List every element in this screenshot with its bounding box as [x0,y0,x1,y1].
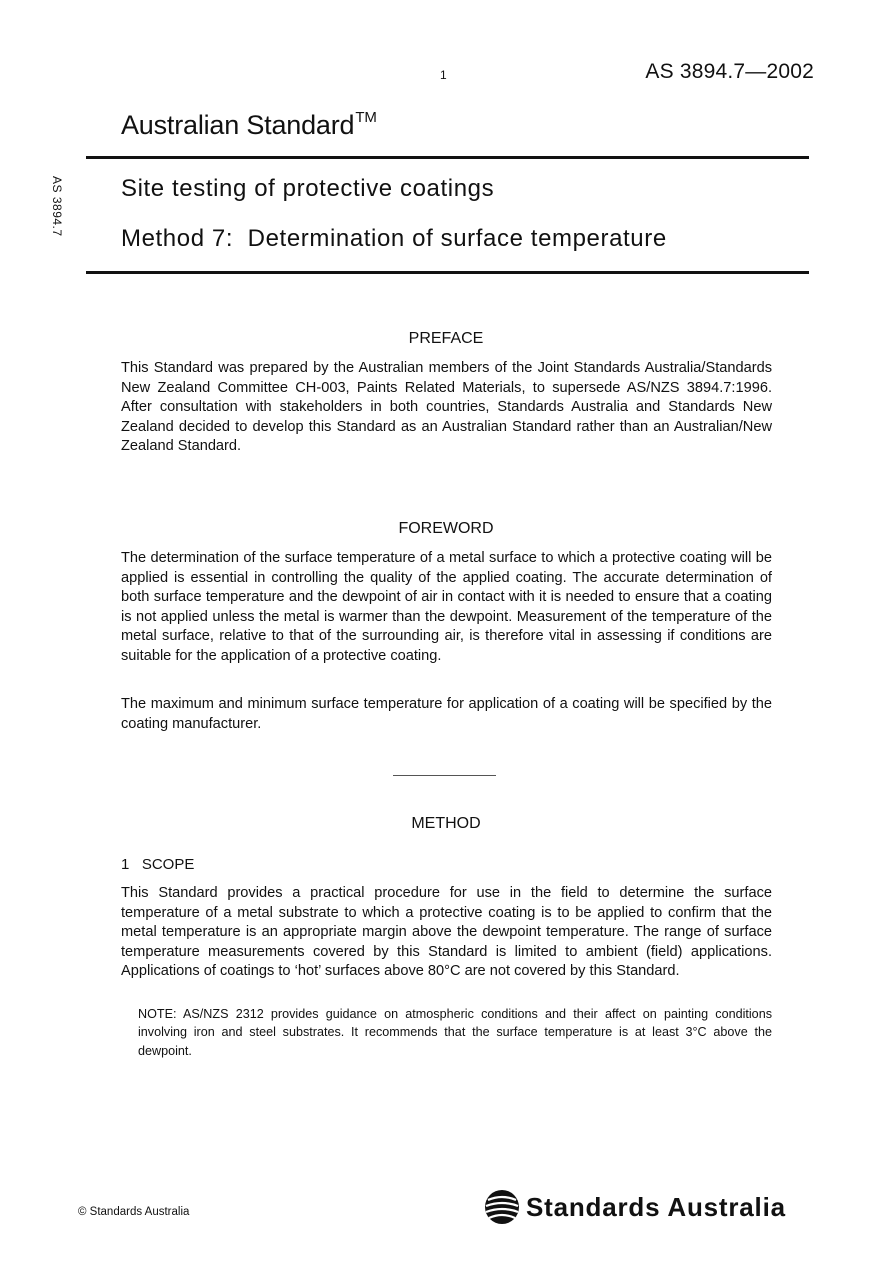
page-number: 1 [440,68,447,82]
document-subtitle: Method 7: Determination of surface temperature [121,225,667,252]
title-rule-top [86,156,809,159]
globe-logo-icon [484,1188,520,1226]
title-rule-bottom [86,271,809,274]
scope-note: NOTE: AS/NZS 2312 provides guidance on atmospheric conditions and their affect on painting conditions involving iron and steel substrates. It recommends that the surface temperature is at least 3°C above the dewpoint. [138,1007,772,1058]
foreword-paragraph-1: The determination of the surface temperature of a metal surface to which a protective coating will be applied is essential in controlling the quality of the applied coating. The accurate determination of both surface temperature and the dewpoint of air in contact with it is needed to ensure that a coating is not applied unless the metal is warmer than the dewpoint. Measurement of the temperature of the metal surface, relative to that of the surrounding air, is therefore vital in assessing if conditions are suitable for the application of a protective coating. [121,550,772,664]
scope-text: This Standard provides a practical procedure for use in the field to determine the surface temperature of a metal substrate to which a protective coating is to be applied to confirm that the metal temperature is an appropriate margin above the dewpoint temperature. The range of surface temperature measurements covered by this Standard is limited to ambient (field) applications. Applications of coatings to ‘hot’ surfaces above 80°C are not covered by this Standard. [121,885,772,980]
section-divider [393,775,496,776]
document-title: Site testing of protective coatings [121,175,495,202]
foreword-paragraph-2: The maximum and minimum surface temperature for application of a coating will be specified by the coating manufacturer. [121,696,772,732]
logo-wordmark: Standards Australia [526,1191,786,1222]
preface-text: This Standard was prepared by the Australian members of the Joint Standards Australia/Standards New Zealand Committee CH-003, Paints Related Materials, to supersede AS/NZS 3894.7:1996. After consultation with stakeholders in both countries, Standards Australia and Standards New Zealand decided to develop this Standard as an Australian Standard rather than an Australian/New Zealand Standard. [121,360,772,455]
preface-heading: PREFACE [408,330,484,347]
brand-heading [121,110,377,141]
method-heading: METHOD [411,815,481,832]
copyright-notice: © Standards Australia [78,1206,190,1218]
scope-heading: 1 SCOPE [121,856,195,873]
standard-code: AS 3894.7—2002 [645,60,814,83]
standards-australia-logo [484,1186,802,1228]
foreword-heading: FOREWORD [398,520,494,537]
trademark-mark: TM [355,109,377,126]
brand-name: Australian Standard [121,110,355,140]
side-standard-code: AS 3894.7 [50,176,64,237]
